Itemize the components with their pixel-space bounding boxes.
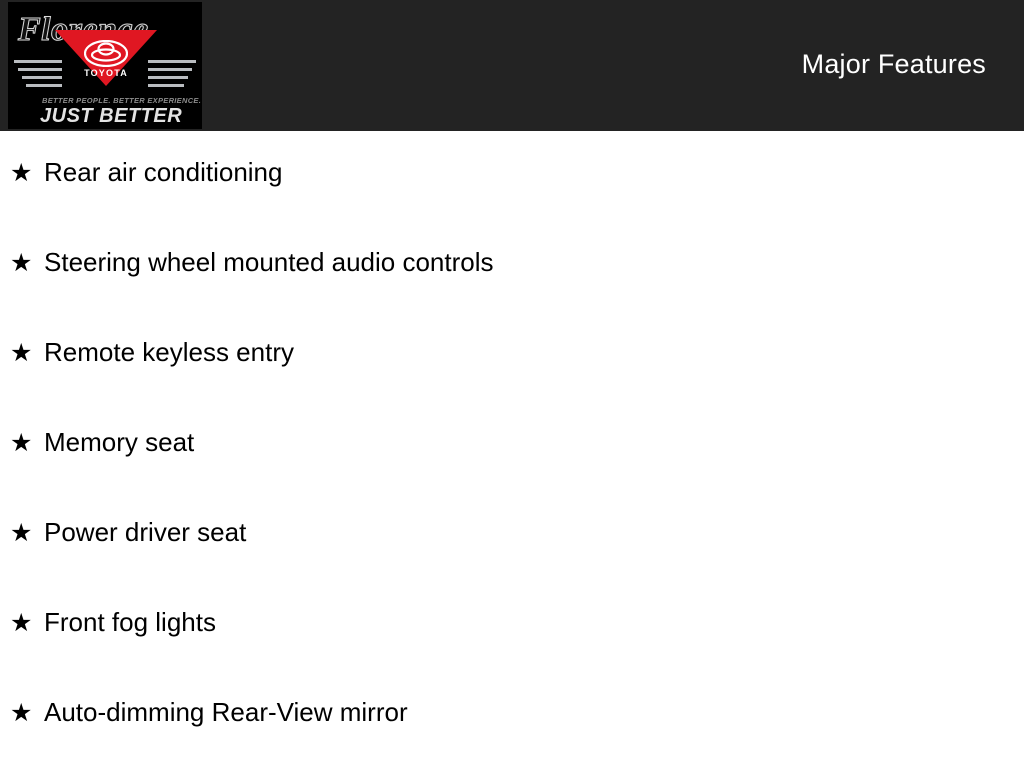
slide-header: [0, 0, 1024, 131]
list-item: [0, 159, 1024, 249]
feature-label: Auto-dimming Rear-View mirror: [44, 697, 408, 727]
star-icon: ★: [10, 249, 33, 277]
star-icon: ★: [10, 609, 33, 637]
star-icon: ★: [10, 159, 33, 187]
feature-label: Power driver seat: [44, 517, 247, 547]
list-item: [0, 699, 1024, 768]
logo-wing-stripe: [22, 76, 62, 79]
logo-wing-stripe: [148, 76, 188, 79]
list-item: [0, 339, 1024, 429]
list-item: [0, 609, 1024, 699]
star-icon: ★: [10, 519, 33, 547]
florence-toyota-logo: [8, 2, 202, 129]
star-icon: ★: [10, 429, 33, 457]
feature-label: Steering wheel mounted audio controls: [44, 247, 494, 277]
toyota-oval-icon: [84, 40, 128, 67]
star-icon: ★: [10, 699, 33, 727]
logo-tagline: BETTER PEOPLE. BETTER EXPERIENCE.: [42, 96, 202, 105]
list-item: [0, 519, 1024, 609]
feature-label: Rear air conditioning: [44, 157, 283, 187]
feature-label: Memory seat: [44, 427, 195, 457]
logo-wing-stripe: [26, 84, 62, 87]
list-item: [0, 429, 1024, 519]
logo-wing-stripe: [148, 68, 192, 71]
logo-brand-word: TOYOTA: [84, 68, 128, 78]
feature-label: Front fog lights: [44, 607, 216, 637]
feature-label: Remote keyless entry: [44, 337, 294, 367]
star-icon: ★: [10, 339, 33, 367]
logo-wing-stripe: [18, 68, 62, 71]
list-item: [0, 249, 1024, 339]
logo-wing-stripe: [148, 84, 184, 87]
logo-slogan: JUST BETTER: [40, 105, 183, 127]
logo-wing-stripe: [14, 60, 62, 63]
page-title: Major Features: [801, 49, 986, 79]
logo-script-name: Florence: [18, 11, 149, 48]
feature-list: [0, 131, 1024, 768]
logo-wing-stripe: [148, 60, 196, 63]
